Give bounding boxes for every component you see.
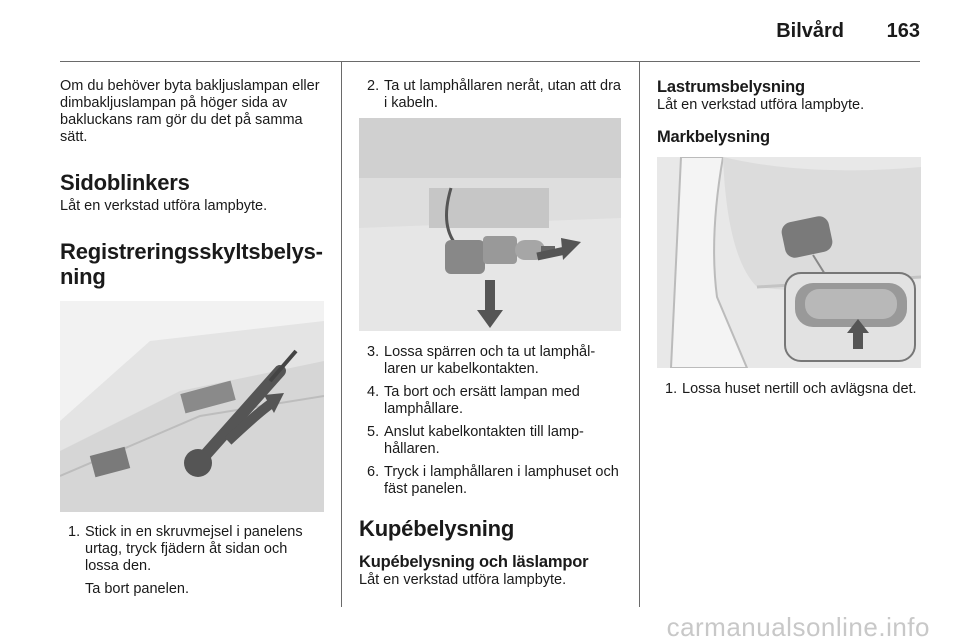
intro-paragraph: Om du behöver byta bakljuslampan eller dimbakljuslampan på höger sida av bakluckans ram gör du det på samma sätt. bbox=[60, 78, 320, 145]
step-number: 1. bbox=[68, 524, 81, 540]
step-text: Ta bort och ersätt lampan med lamphållare. bbox=[384, 384, 580, 417]
column-divider bbox=[341, 62, 342, 607]
column-2 bbox=[359, 78, 621, 589]
list-item bbox=[657, 381, 921, 398]
page-number: 163 bbox=[886, 20, 920, 42]
list-item bbox=[359, 464, 621, 498]
step-text: Lossa huset nertill och avlägsna det. bbox=[682, 381, 917, 397]
list-item bbox=[359, 344, 621, 378]
step-number: 4. bbox=[367, 384, 380, 400]
step-text: Anslut kabelkontakten till lamp-hållaren. bbox=[384, 424, 584, 457]
column-divider bbox=[639, 62, 640, 607]
steps-list bbox=[359, 344, 621, 498]
steps-list bbox=[60, 524, 324, 575]
step-number: 1. bbox=[665, 381, 678, 397]
steps-list bbox=[359, 78, 621, 112]
step-number: 6. bbox=[367, 464, 380, 480]
list-item bbox=[60, 524, 324, 575]
section-title: Bilvård bbox=[776, 20, 844, 42]
step-text: Tryck i lamphållaren i lamphuset och fäst panelen. bbox=[384, 464, 619, 497]
step-text: Lossa spärren och ta ut lamphål-laren ur kabelkontakten. bbox=[384, 344, 596, 377]
sidoblinkers-text: Låt en verkstad utföra lampbyte. bbox=[60, 198, 268, 214]
heading-registreringsskyltsbelysning bbox=[60, 239, 324, 289]
heading-kupebelysning-och-laslampor: Kupébelysning och läslampor bbox=[359, 553, 589, 571]
step-text: Ta ut lamphållaren neråt, utan att dra i kabeln. bbox=[384, 78, 621, 111]
lamp-holder-figure bbox=[359, 118, 621, 331]
list-item bbox=[359, 78, 621, 112]
header-rule bbox=[60, 61, 920, 62]
heading-markbelysning: Markbelysning bbox=[657, 128, 770, 146]
ground-light-figure bbox=[657, 157, 921, 368]
column-1 bbox=[60, 78, 324, 598]
step-number: 3. bbox=[367, 344, 380, 360]
heading-line-2: ning bbox=[60, 264, 106, 289]
steps-list bbox=[657, 381, 921, 398]
heading-kupebelysning: Kupébelysning bbox=[359, 516, 515, 541]
license-plate-light-figure bbox=[60, 301, 324, 512]
heading-lastrumsbelysning: Lastrumsbelysning bbox=[657, 78, 805, 96]
step-continuation: Ta bort panelen. bbox=[85, 581, 189, 597]
watermark-text: carmanualsonline.info bbox=[666, 612, 930, 642]
column-3 bbox=[657, 78, 921, 404]
lastrum-text: Låt en verkstad utföra lampbyte. bbox=[657, 97, 865, 113]
list-item bbox=[359, 424, 621, 458]
step-number: 2. bbox=[367, 78, 380, 94]
heading-line-1: Registreringsskyltsbelys- bbox=[60, 239, 323, 264]
heading-sidoblinkers: Sidoblinkers bbox=[60, 170, 190, 195]
list-item bbox=[359, 384, 621, 418]
kupe-text: Låt en verkstad utföra lampbyte. bbox=[359, 572, 567, 588]
step-number: 5. bbox=[367, 424, 380, 440]
step-text: Stick in en skruvmejsel i panelens urtag, tryck fjädern åt sidan och lossa den. bbox=[85, 524, 303, 574]
